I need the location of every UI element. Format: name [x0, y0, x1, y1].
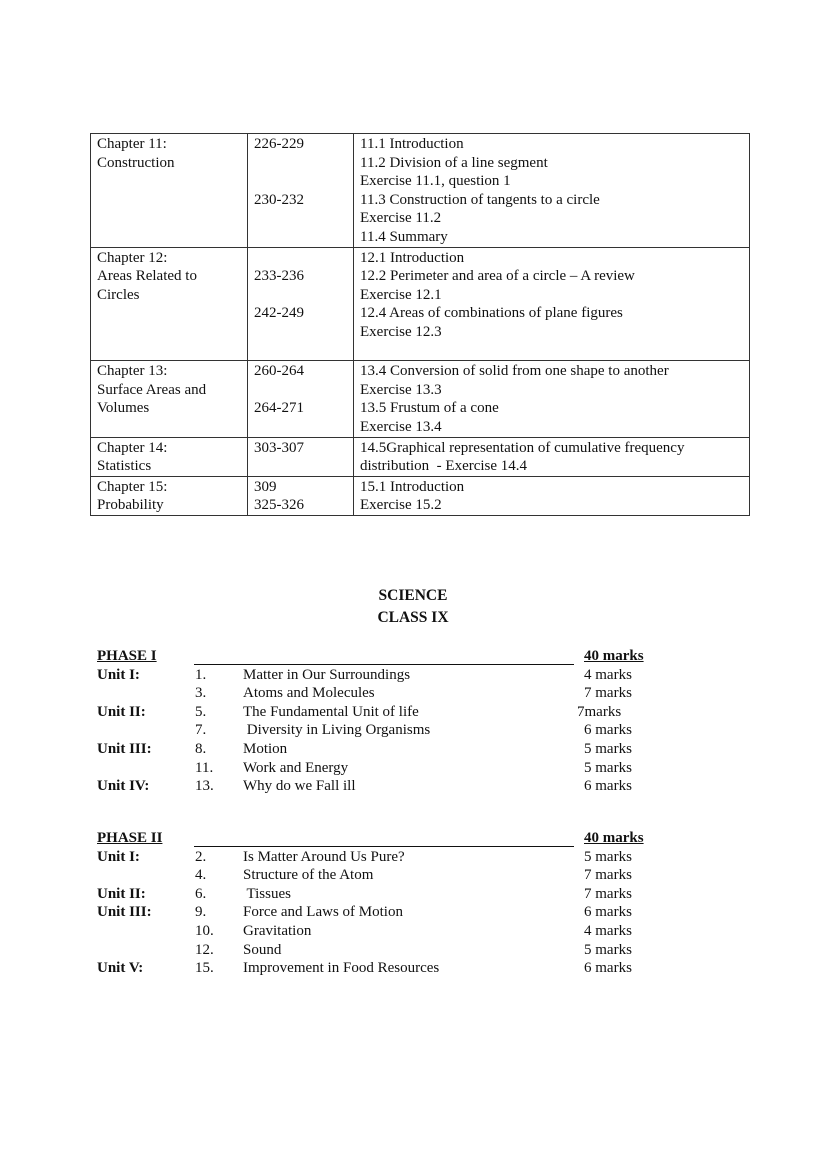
chapter-line — [97, 342, 241, 361]
pages-line: 309 — [254, 478, 277, 495]
chapter-cell — [91, 437, 248, 476]
unit-label: Unit III: — [97, 904, 152, 921]
unit-label: Unit II: — [97, 885, 146, 902]
table-row — [91, 437, 750, 476]
pages-line — [254, 249, 347, 268]
chapter-line: Surface Areas and — [97, 381, 207, 398]
unit-label: Unit III: — [97, 740, 152, 757]
chapter-line: Construction — [97, 154, 175, 171]
chapter-number: 4. — [195, 867, 207, 884]
pages-line — [254, 381, 347, 400]
pages-line: 325-326 — [254, 497, 304, 514]
pages-line: 226-229 — [254, 136, 304, 152]
topics-line: 12.2 Perimeter and area of a circle – A review — [360, 268, 635, 285]
chapter-marks: 5 marks — [584, 848, 632, 865]
chapter-cell — [91, 134, 248, 248]
pages-line — [254, 457, 347, 476]
topics-line: 12.1 Introduction — [360, 249, 465, 266]
topics-line: Exercise 12.3 — [360, 323, 442, 340]
chapter-number: 8. — [195, 740, 207, 757]
topics-line: distribution - Exercise 14.4 — [360, 458, 528, 475]
topics-line: 11.2 Division of a line segment — [360, 154, 548, 171]
unit-label: Unit I: — [97, 666, 140, 683]
pages-line: 233-236 — [254, 268, 304, 285]
chapter-topic: Sound — [243, 941, 282, 958]
chapter-cell — [91, 476, 248, 515]
chapter-marks: 6 marks — [584, 960, 632, 977]
topics-line: 12.4 Areas of combinations of plane figures — [360, 305, 623, 322]
chapter-number: 3. — [195, 685, 207, 702]
phase-total-marks: 40 marks — [584, 830, 644, 846]
pages-line — [254, 418, 347, 437]
topics-cell — [354, 476, 750, 515]
chapter-line: Chapter 15: — [97, 478, 168, 495]
chapter-number: 2. — [195, 848, 207, 865]
phase-header — [97, 648, 657, 668]
list-item — [97, 722, 657, 741]
pages-cell — [248, 134, 354, 248]
phase-header — [97, 830, 657, 850]
chapter-line: Circles — [97, 286, 140, 303]
list-item — [97, 886, 657, 905]
chapter-marks: 4 marks — [584, 666, 632, 683]
topics-line: 15.1 Introduction — [360, 478, 465, 495]
chapter-number: 15. — [195, 960, 214, 977]
unit-label: Unit II: — [97, 703, 146, 720]
chapter-topic: Improvement in Food Resources — [243, 960, 440, 977]
chapter-topic: The Fundamental Unit of life — [243, 703, 419, 720]
table-row — [91, 361, 750, 437]
table-row — [91, 134, 750, 248]
chapter-number: 6. — [195, 885, 207, 902]
pages-line: 303-307 — [254, 439, 304, 456]
pages-line — [254, 286, 347, 305]
list-item — [97, 704, 657, 723]
chapter-marks: 7 marks — [584, 867, 632, 884]
pages-line: 230-232 — [254, 191, 304, 208]
chapter-topic: Is Matter Around Us Pure? — [243, 848, 405, 865]
chapter-line — [97, 323, 241, 342]
topics-line: 14.5Graphical representation of cumulative frequency — [360, 439, 685, 456]
chapter-topic: Force and Laws of Motion — [243, 904, 403, 921]
chapter-marks: 4 marks — [584, 922, 632, 939]
topics-line: Exercise 13.4 — [360, 418, 442, 435]
chapter-marks: 7 marks — [584, 685, 632, 702]
chapter-number: 12. — [195, 941, 214, 958]
chapter-line: Chapter 13: — [97, 363, 168, 380]
pages-line — [254, 228, 347, 247]
topics-line: 11.4 Summary — [360, 228, 448, 245]
chapter-marks: 5 marks — [584, 740, 632, 757]
chapter-line: Probability — [97, 497, 164, 514]
chapter-number: 7. — [195, 722, 207, 739]
chapter-marks: 6 marks — [584, 722, 632, 739]
chapter-line: Chapter 11: — [97, 136, 167, 152]
chapter-line: Chapter 14: — [97, 439, 168, 456]
chapter-cell — [91, 361, 248, 437]
chapter-line — [97, 418, 241, 437]
topics-cell — [354, 361, 750, 437]
chapter-topic: Tissues — [243, 885, 291, 902]
topics-line: 11.1 Introduction — [360, 136, 464, 152]
chapter-topic: Structure of the Atom — [243, 867, 374, 884]
list-item — [97, 667, 657, 686]
chapter-marks: 7marks — [577, 703, 622, 720]
chapter-line — [97, 209, 241, 228]
chapter-line — [97, 304, 241, 323]
chapter-topic: Diversity in Living Organisms — [243, 722, 431, 739]
chapter-number: 5. — [195, 703, 207, 720]
chapter-cell — [91, 247, 248, 361]
topics-cell — [354, 134, 750, 248]
list-item — [97, 960, 657, 979]
chapter-line: Areas Related to — [97, 268, 197, 285]
chapter-line — [97, 191, 241, 210]
chapter-line — [97, 172, 241, 191]
topics-line: Exercise 11.2 — [360, 210, 442, 227]
chapter-number: 9. — [195, 904, 207, 921]
phase-total-marks: 40 marks — [584, 648, 644, 664]
chapter-marks: 6 marks — [584, 778, 632, 795]
pages-line: 260-264 — [254, 363, 304, 380]
phase-label: PHASE II — [97, 830, 163, 846]
list-item — [97, 685, 657, 704]
pages-line: 264-271 — [254, 400, 304, 417]
chapter-topic: Gravitation — [243, 922, 312, 939]
phase-divider — [194, 664, 574, 665]
topics-line: Exercise 12.1 — [360, 286, 442, 303]
pages-cell — [248, 437, 354, 476]
topics-line — [360, 342, 743, 361]
chapter-topic: Why do we Fall ill — [243, 778, 356, 795]
chapter-marks: 6 marks — [584, 904, 632, 921]
science-title: SCIENCE — [378, 587, 448, 604]
table-row — [91, 476, 750, 515]
topics-line: 13.4 Conversion of solid from one shape to another — [360, 363, 669, 380]
list-item — [97, 942, 657, 961]
chapter-marks: 5 marks — [584, 759, 632, 776]
list-item — [97, 760, 657, 779]
chapter-topic: Work and Energy — [243, 759, 349, 776]
pages-line — [254, 209, 347, 228]
pages-line — [254, 172, 347, 191]
topics-cell — [354, 247, 750, 361]
pages-cell — [248, 361, 354, 437]
topics-line: 11.3 Construction of tangents to a circle — [360, 191, 600, 208]
phase-divider — [194, 846, 574, 847]
pages-cell — [248, 247, 354, 361]
topics-line: Exercise 15.2 — [360, 497, 442, 514]
topics-line: 13.5 Frustum of a cone — [360, 400, 499, 417]
chapter-topic: Atoms and Molecules — [243, 685, 375, 702]
list-item — [97, 923, 657, 942]
chapter-number: 11. — [195, 759, 214, 776]
chapter-line: Statistics — [97, 458, 152, 475]
chapter-marks: 5 marks — [584, 941, 632, 958]
chapter-number: 13. — [195, 778, 214, 795]
maths-syllabus-table — [90, 133, 750, 516]
list-item — [97, 904, 657, 923]
unit-label: Unit I: — [97, 848, 140, 865]
topics-line: Exercise 13.3 — [360, 381, 442, 398]
pages-line — [254, 154, 347, 173]
chapter-number: 1. — [195, 666, 207, 683]
chapter-topic: Motion — [243, 740, 288, 757]
topics-line: Exercise 11.1, question 1 — [360, 173, 511, 190]
pages-line — [254, 342, 347, 361]
chapter-marks: 7 marks — [584, 885, 632, 902]
phase-label: PHASE I — [97, 648, 157, 664]
chapter-line — [97, 228, 241, 247]
list-item — [97, 741, 657, 760]
chapter-line: Volumes — [97, 400, 150, 417]
pages-line — [254, 323, 347, 342]
science-subtitle: CLASS IX — [377, 609, 449, 626]
table-row — [91, 247, 750, 361]
list-item — [97, 778, 657, 797]
pages-cell — [248, 476, 354, 515]
list-item — [97, 849, 657, 868]
chapter-line: Chapter 12: — [97, 249, 168, 266]
unit-label: Unit V: — [97, 960, 144, 977]
unit-label: Unit IV: — [97, 778, 150, 795]
topics-cell — [354, 437, 750, 476]
chapter-topic: Matter in Our Surroundings — [243, 666, 411, 683]
list-item — [97, 867, 657, 886]
pages-line: 242-249 — [254, 305, 304, 322]
chapter-number: 10. — [195, 922, 214, 939]
